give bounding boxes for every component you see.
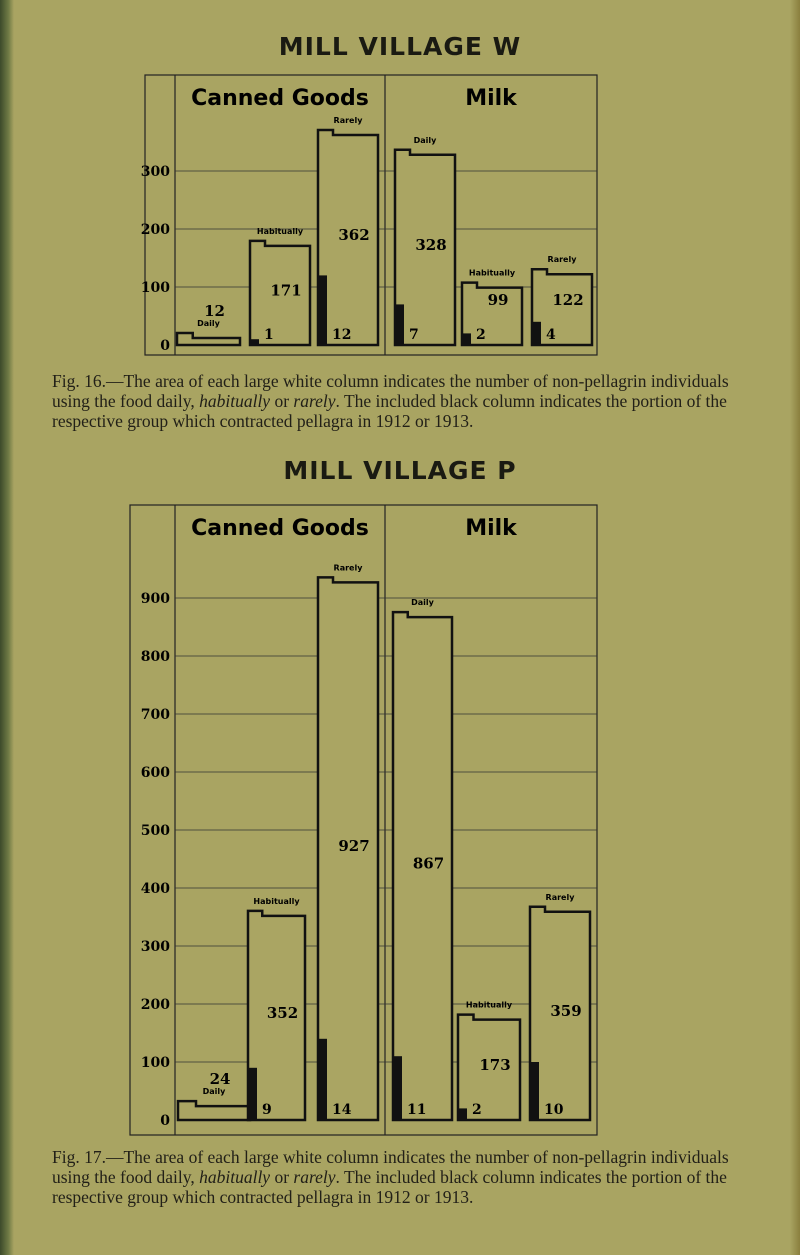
pellagrin-column <box>251 339 259 345</box>
frequency-label: Rarely <box>333 116 363 126</box>
users-count: 362 <box>338 226 370 245</box>
pellagrin-column <box>463 333 471 345</box>
users-count: 24 <box>209 1070 231 1089</box>
pellagrin-column <box>394 1056 402 1120</box>
pellagrin-count: 14 <box>332 1102 352 1118</box>
users-count: 867 <box>412 854 445 873</box>
users-count: 927 <box>338 837 370 856</box>
figure-caption-16 <box>52 371 740 431</box>
pellagrin-column <box>459 1108 467 1120</box>
y-tick-label: 0 <box>160 1113 170 1129</box>
users-count: 352 <box>266 1003 299 1022</box>
frequency-label: Habitually <box>468 268 516 278</box>
users-count: 328 <box>415 235 447 254</box>
users-count: 12 <box>204 302 225 321</box>
users-count: 171 <box>270 281 302 300</box>
y-tick-label: 700 <box>140 707 170 723</box>
pellagrin-count: 11 <box>407 1102 427 1118</box>
y-tick-label: 100 <box>140 280 170 296</box>
caption-text: . The included black column indicates the portion of the respective group which contracted pellagra in 1912 or 1913. <box>52 1167 727 1207</box>
y-tick-label: 300 <box>140 164 170 180</box>
frequency-label: Habitually <box>253 896 300 906</box>
y-tick-label: 300 <box>140 939 170 955</box>
frequency-label: Habitually <box>465 1000 513 1010</box>
group-title: Canned Goods <box>191 86 369 111</box>
y-tick-label: 900 <box>140 591 170 607</box>
figure-caption-17 <box>52 1147 740 1207</box>
pellagrin-count: 9 <box>262 1102 272 1118</box>
users-column <box>178 1101 250 1120</box>
y-tick-label: 400 <box>140 881 170 897</box>
group-title: Milk <box>465 516 517 541</box>
pellagrin-count: 4 <box>546 327 556 343</box>
pellagrin-count: 2 <box>472 1102 482 1118</box>
pellagrin-column <box>319 1039 327 1120</box>
caption-italic: rarely <box>293 1167 336 1187</box>
users-count: 173 <box>479 1055 511 1074</box>
y-tick-label: 800 <box>140 649 170 665</box>
frequency-label: Rarely <box>547 255 577 265</box>
group-title: Canned Goods <box>191 516 369 541</box>
pellagrin-count: 1 <box>264 327 274 343</box>
group-title: Milk <box>465 86 517 111</box>
caption-italic: rarely <box>293 391 336 411</box>
frequency-label: Rarely <box>545 892 575 902</box>
pellagrin-column <box>531 1062 539 1120</box>
frequency-label: Daily <box>197 319 220 329</box>
pellagrin-column <box>249 1068 257 1120</box>
caption-text: —The area of each large white column indicates the number of non-pellagrin individuals using the food daily, <box>52 1147 729 1187</box>
y-tick-label: 0 <box>160 338 170 354</box>
caption-fig-label: Fig. 17. <box>52 1147 106 1167</box>
caption-text: or <box>270 391 294 411</box>
y-tick-label: 600 <box>140 765 170 781</box>
frequency-label: Daily <box>413 135 437 145</box>
pellagrin-count: 7 <box>409 327 419 343</box>
pellagrin-column <box>319 275 327 345</box>
users-count: 359 <box>550 1001 582 1020</box>
frequency-label: Daily <box>202 1087 226 1097</box>
y-tick-label: 200 <box>140 997 170 1013</box>
caption-text: —The area of each large white column indicates the number of non-pellagrin individuals using the food daily, <box>52 371 729 411</box>
y-tick-label: 100 <box>140 1055 170 1071</box>
pellagrin-count: 10 <box>544 1102 564 1118</box>
frequency-label: Daily <box>411 598 434 608</box>
caption-italic: habitually <box>199 391 271 411</box>
users-count: 99 <box>487 291 509 309</box>
caption-text: . The included black column indicates the portion of the respective group which contracted pellagra in 1912 or 1913. <box>52 391 727 431</box>
pellagrin-count: 12 <box>332 327 352 343</box>
caption-text: or <box>270 1167 294 1187</box>
users-column <box>177 333 240 345</box>
y-tick-label: 500 <box>140 823 170 839</box>
caption-fig-label: Fig. 16. <box>52 371 106 391</box>
y-tick-label: 200 <box>140 222 170 238</box>
users-count: 122 <box>552 291 584 309</box>
pellagrin-column <box>533 322 541 345</box>
frequency-label: Rarely <box>333 563 363 573</box>
caption-italic: habitually <box>199 1167 271 1187</box>
frequency-label: Habitually <box>256 226 304 236</box>
pellagrin-column <box>396 304 404 345</box>
chart-title-village-p: MILL VILLAGE P <box>283 456 517 485</box>
chart-title-village-w: MILL VILLAGE W <box>278 32 522 61</box>
pellagrin-count: 2 <box>476 327 486 343</box>
